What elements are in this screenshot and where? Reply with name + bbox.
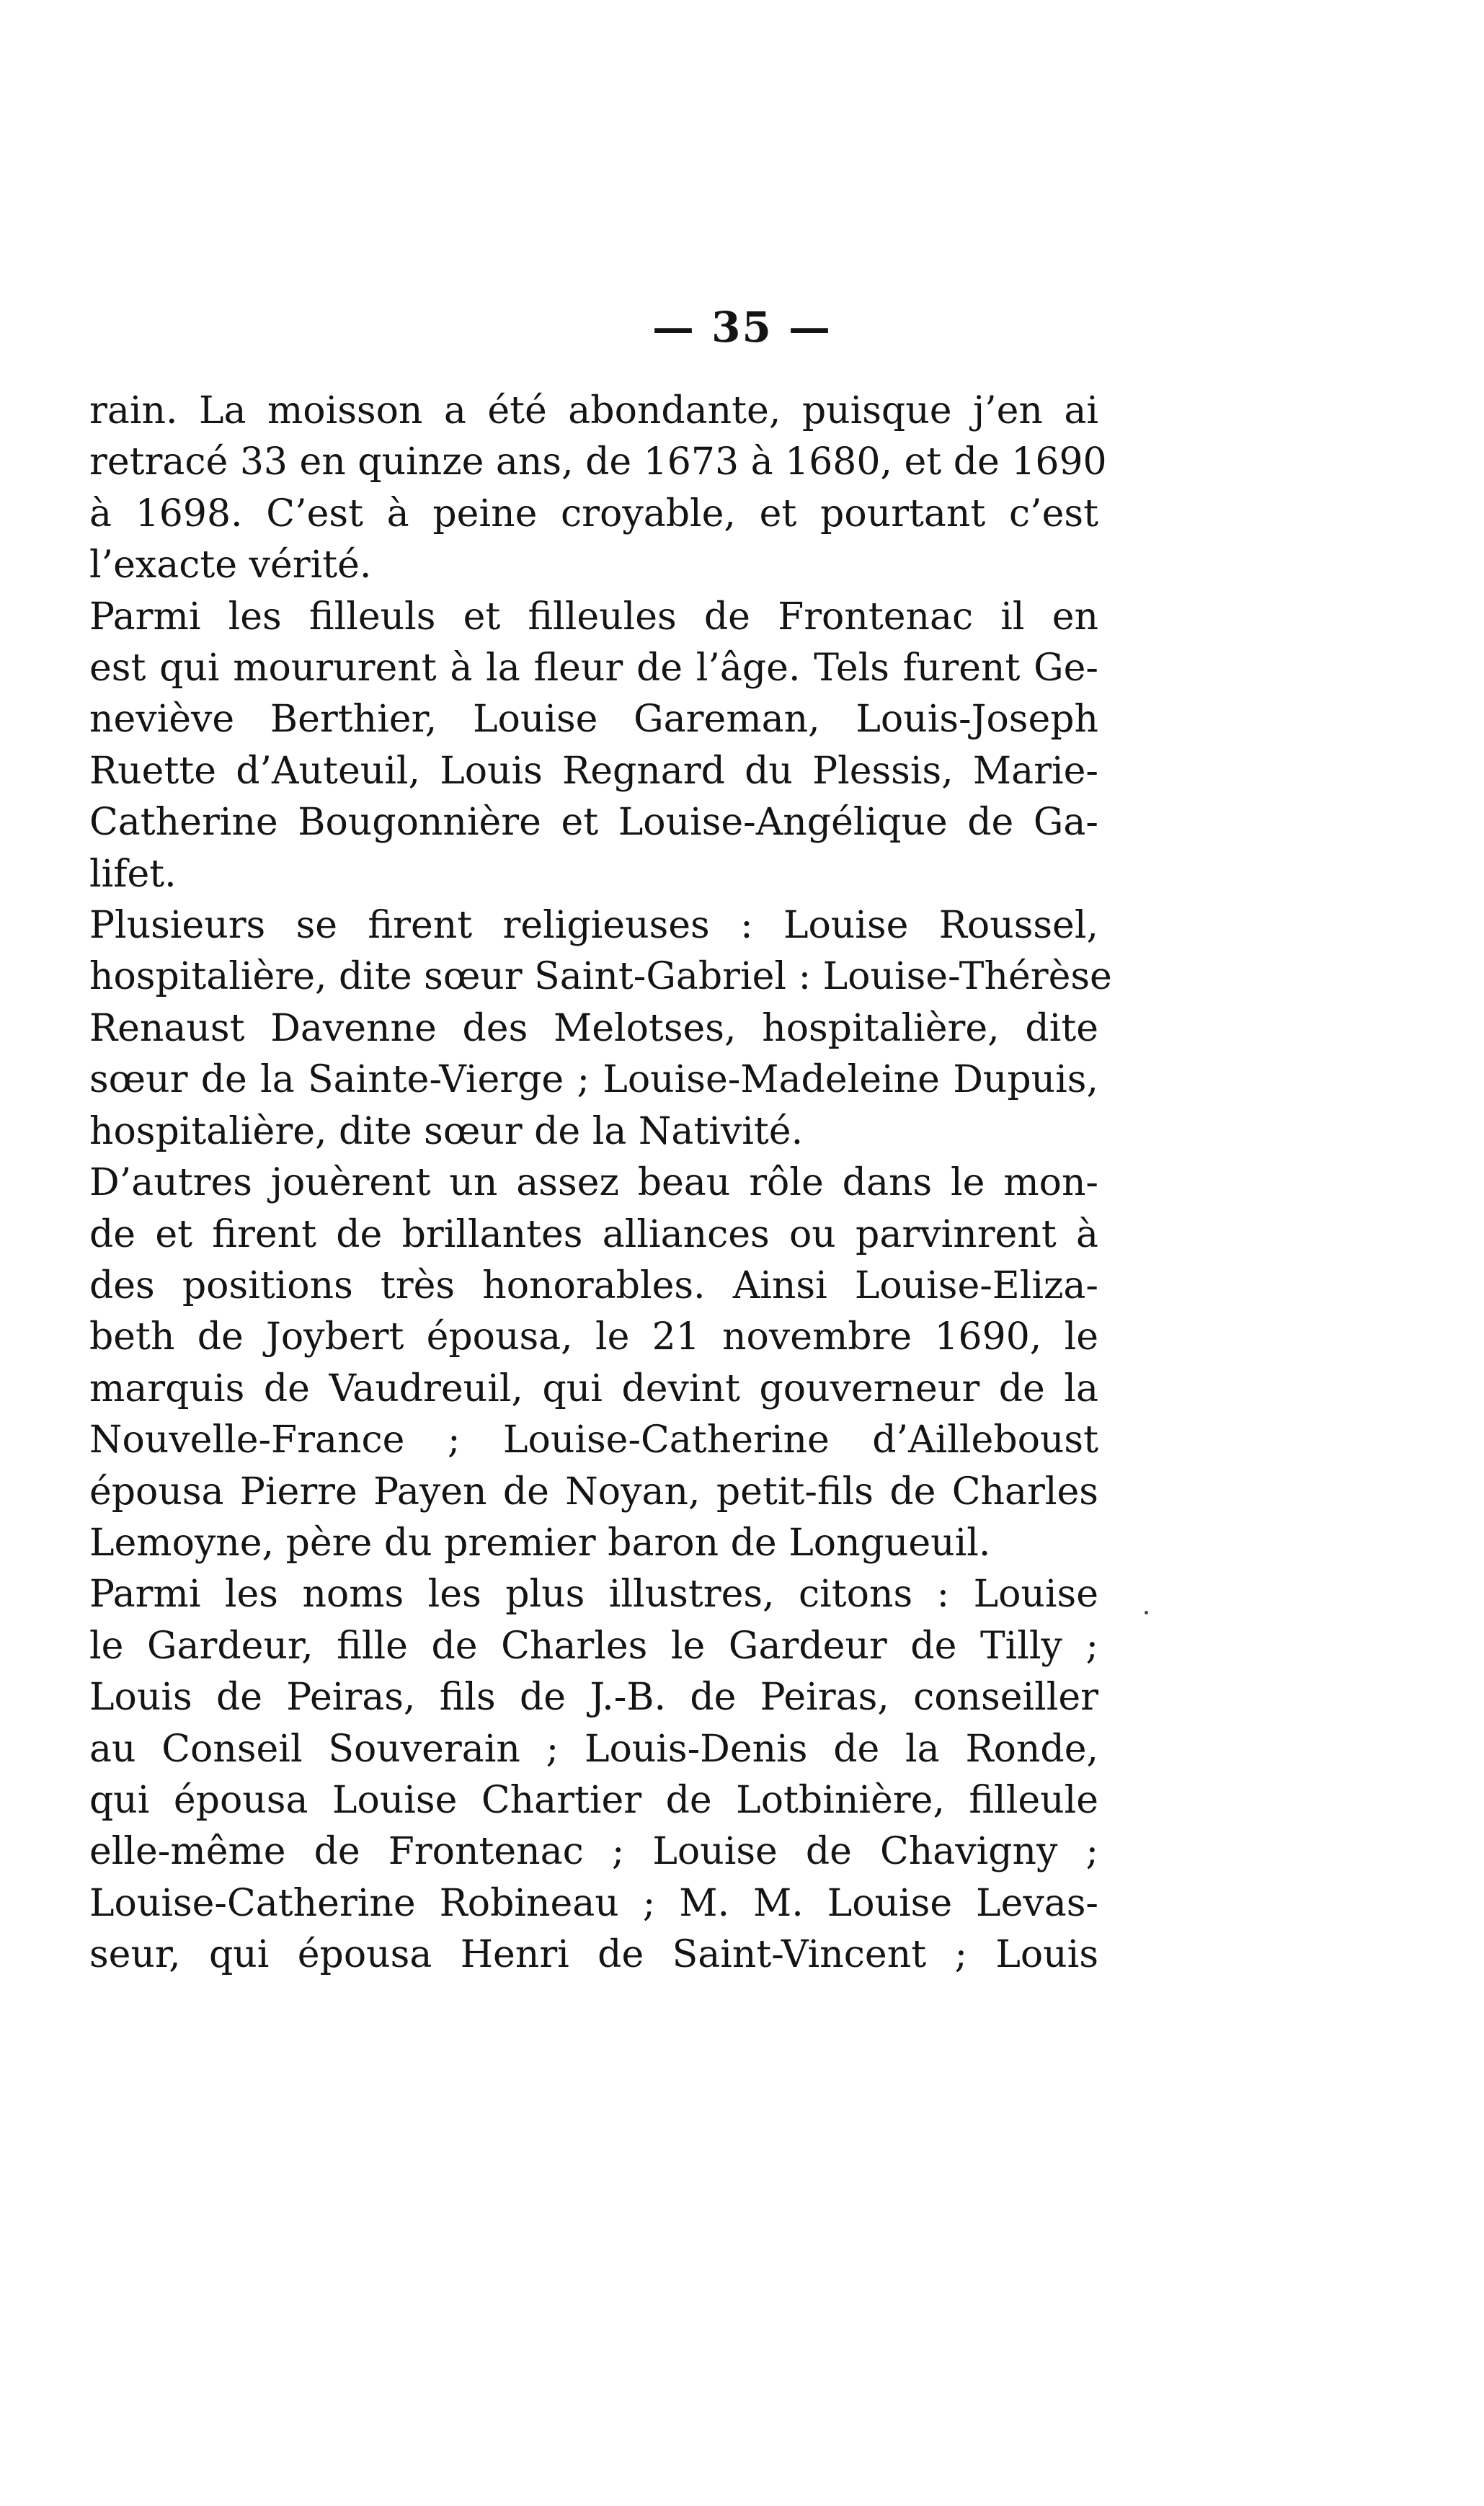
text-line: marquis de Vaudreuil, qui devint gouverneur de la — [89, 1367, 1098, 1410]
text-line: est qui moururent à la fleur de l’âge. Tels furent Ge- — [89, 647, 1098, 690]
text-line: Nouvelle-France ; Louise-Catherine d’Ailleboust — [89, 1418, 1098, 1462]
paragraph-5 — [89, 1569, 1098, 1981]
text-line: rain. La moisson a été abondante, puisque j’en ai — [89, 389, 1098, 432]
text-line: D’autres jouèrent un assez beau rôle dans le mon- — [89, 1161, 1098, 1205]
text-line: hospitalière, dite sœur de la Nativité. — [89, 1109, 804, 1153]
text-line: Ruette d’Auteuil, Louis Regnard du Plessis, Marie- — [89, 749, 1098, 793]
text-line: à 1698. C’est à peine croyable, et pourtant c’est — [89, 492, 1098, 536]
text-line: Lemoyne, père du premier baron de Longueuil. — [89, 1521, 991, 1565]
paragraph-4 — [89, 1158, 1098, 1569]
text-line: seur, qui épousa Henri de Saint-Vincent ; Louis — [89, 1933, 1098, 1977]
text-line: Catherine Bougonnière et Louise-Angélique de Ga- — [89, 801, 1098, 845]
text-line: sœur de la Sainte-Vierge ; Louise-Madeleine Dupuis, — [89, 1058, 1098, 1102]
page-number: — 35 — — [652, 303, 832, 352]
text-line: qui épousa Louise Chartier de Lotbinière, filleule — [89, 1778, 1098, 1822]
text-line: Plusieurs se firent religieuses : Louise Roussel, — [89, 904, 1098, 948]
text-line: l’exacte vérité. — [89, 543, 372, 587]
text-line: Louise-Catherine Robineau ; M. M. Louise Levas- — [89, 1881, 1098, 1925]
text-line: au Conseil Souverain ; Louis-Denis de la Ronde, — [89, 1727, 1098, 1771]
text-line: Renaust Davenne des Melotses, hospitalière, dite — [89, 1006, 1098, 1050]
text-line: lifet. — [89, 852, 177, 896]
paragraph-1 — [89, 386, 1107, 592]
text-line: neviève Berthier, Louise Gareman, Louis-Joseph — [89, 698, 1098, 742]
text-line: épousa Pierre Payen de Noyan, petit-fils de Charles — [89, 1470, 1098, 1514]
text-line: de et firent de brillantes alliances ou parvinrent à — [89, 1212, 1098, 1256]
paragraph-3 — [89, 900, 1112, 1158]
text-line: Parmi les filleuls et filleules de Frontenac il en — [89, 595, 1098, 639]
text-line: hospitalière, dite sœur Saint-Gabriel : Louise-Thérèse — [89, 955, 1112, 999]
ink-speck — [1145, 1611, 1148, 1614]
text-line: des positions très honorables. Ainsi Louise-Eliza- — [89, 1263, 1098, 1307]
body-text — [89, 386, 1112, 1981]
text-line: retracé 33 en quinze ans, de 1673 à 1680, et de 1690 — [89, 440, 1107, 484]
text-line: beth de Joybert épousa, le 21 novembre 1690, le — [89, 1315, 1098, 1359]
text-line: le Gardeur, fille de Charles le Gardeur de Tilly ; — [89, 1624, 1098, 1668]
text-line: Louis de Peiras, fils de J.-B. de Peiras, conseiller — [89, 1676, 1098, 1720]
paragraph-2 — [89, 592, 1098, 900]
text-line: elle-même de Frontenac ; Louise de Chavigny ; — [89, 1830, 1098, 1874]
text-line: Parmi les noms les plus illustres, citons : Louise — [89, 1573, 1098, 1617]
